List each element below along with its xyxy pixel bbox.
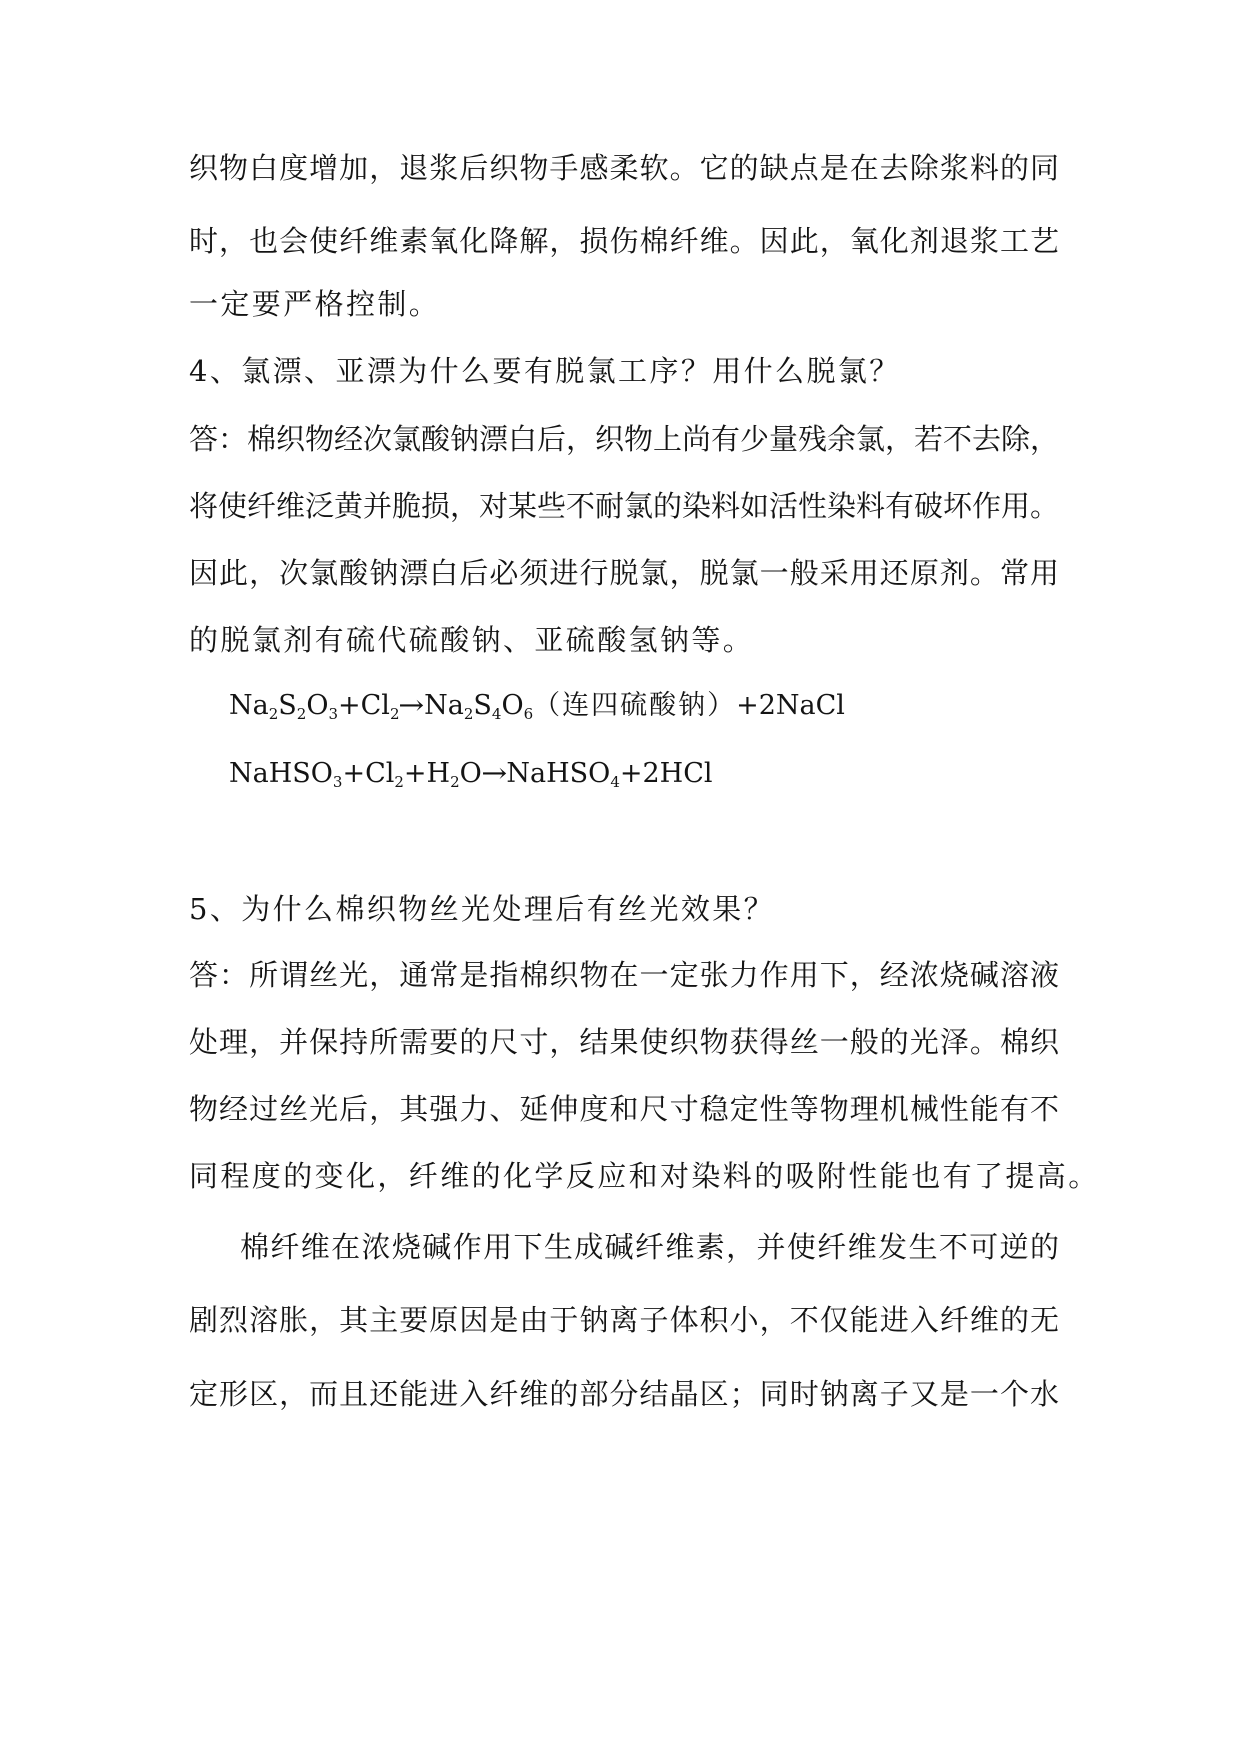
paragraph-line: 时，也会使纤维素氧化降解，损伤棉纤维。因此，氧化剂退浆工艺	[189, 224, 1059, 258]
reaction-arrow-icon: →	[481, 758, 508, 789]
paragraph-line: 一定要严格控制。	[189, 287, 441, 321]
answer-line: 因此，次氯酸钠漂白后必须进行脱氯，脱氯一般采用还原剂。常用	[189, 556, 1059, 590]
paragraph-line: 定形区，而且还能进入纤维的部分结晶区；同时钠离子又是一个水	[189, 1377, 1059, 1411]
paragraph-line: 织物白度增加，退浆后织物手感柔软。它的缺点是在去除浆料的同	[189, 151, 1059, 185]
question-5-title: 5、为什么棉织物丝光处理后有丝光效果？	[189, 892, 776, 926]
answer-line: 处理，并保持所需要的尺寸，结果使织物获得丝一般的光泽。棉织	[189, 1025, 1059, 1059]
paragraph-line: 剧烈溶胀，其主要原因是由于钠离子体积小，不仅能进入纤维的无	[189, 1303, 1059, 1337]
chemical-equation-2: $NaHSO_3+Cl_2+H_2O\to NaHSO_4+2HCl$	[229, 758, 713, 791]
answer-line: 同程度的变化，纤维的化学反应和对染料的吸附性能也有了提高。	[189, 1159, 1100, 1193]
answer-line: 答：所谓丝光，通常是指棉织物在一定张力作用下，经浓烧碱溶液	[189, 958, 1059, 992]
chemical-equation-1: $Na_2S_2O_3+Cl_2\to Na_2S_4O_6$（连四硫酸钠）+2NaCl	[229, 690, 845, 723]
answer-line: 的脱氯剂有硫代硫酸钠、亚硫酸氢钠等。	[189, 623, 755, 657]
paragraph-line: 棉纤维在浓烧碱作用下生成碱纤维素，并使纤维发生不可逆的	[240, 1230, 1059, 1264]
answer-line: 答：棉织物经次氯酸钠漂白后，织物上尚有少量残余氯，若不去除，	[189, 422, 1060, 456]
answer-line: 将使纤维泛黄并脆损，对某些不耐氯的染料如活性染料有破坏作用。	[189, 489, 1060, 523]
reaction-arrow-icon: →	[398, 690, 425, 721]
question-4-title: 4、氯漂、亚漂为什么要有脱氯工序？用什么脱氯？	[189, 354, 901, 388]
answer-line: 物经过丝光后，其强力、延伸度和尺寸稳定性等物理机械性能有不	[189, 1092, 1059, 1126]
